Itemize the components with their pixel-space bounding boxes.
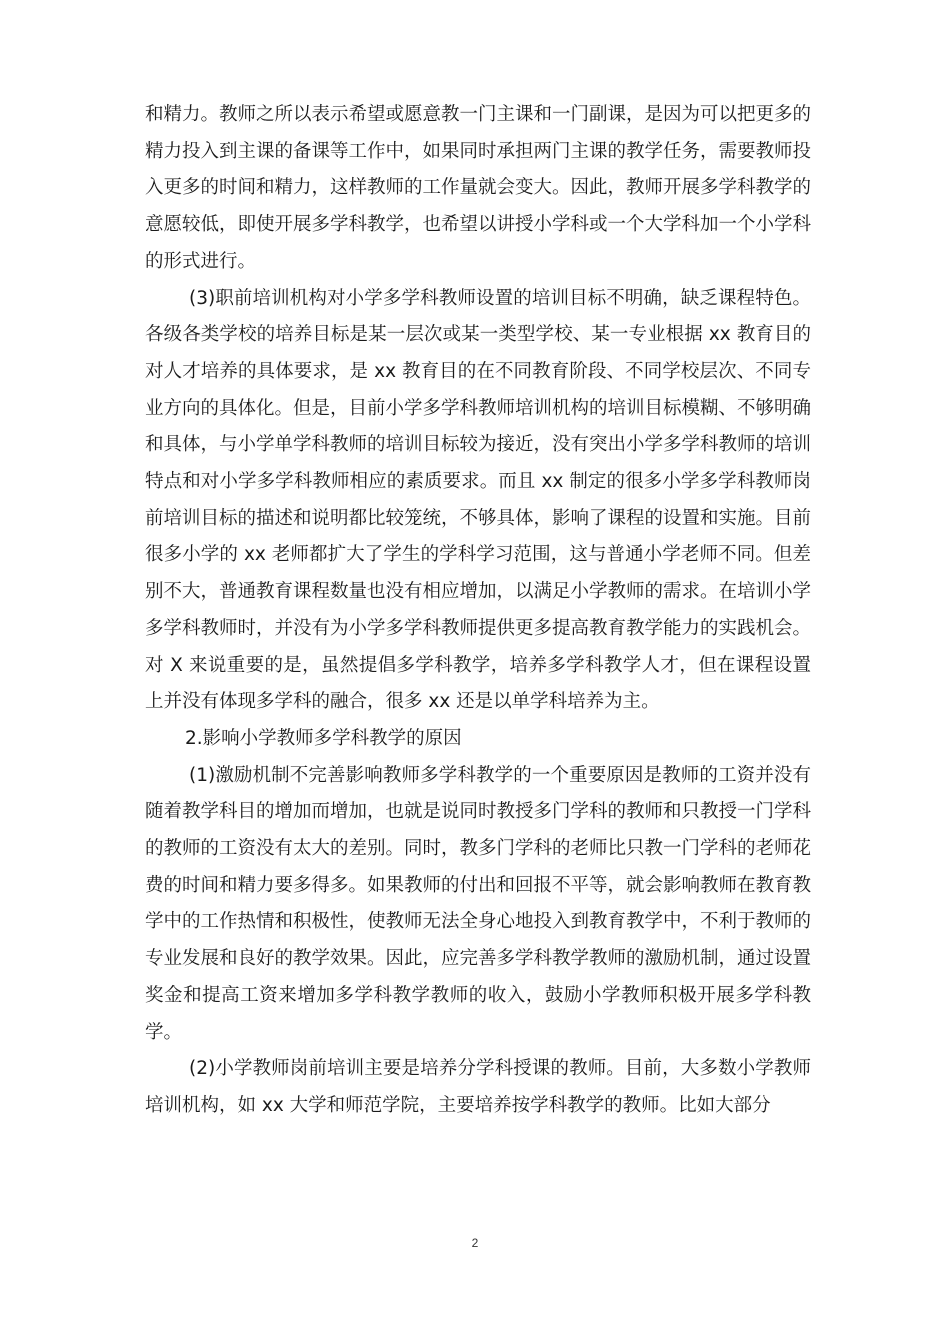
page-number: 2 (471, 1236, 479, 1250)
body-text (145, 97, 811, 1125)
paragraph-continuation: 和精力。教师之所以表示希望或愿意教一门主课和一门副课，是因为可以把更多的精力投入到主课的备课等工作中，如果同时承担两门主课的教学任务，需要教师投入更多的时间和精力，这样教师的工作量就会变大。因此，教师开展多学科教学的意愿较低，即使开展多学科教学，也希望以讲授小学科或一个大学科加一个小学科的形式进行。 (145, 104, 812, 272)
paragraph-preservice-training: (2)小学教师岗前培训主要是培养分学科授课的教师。目前，大多数小学教师培训机构，如 xx 大学和师范学院，主要培养按学科教学的教师。比如大部分 (145, 1058, 811, 1116)
paragraph-training-goals: (3)职前培训机构对小学多学科教师设置的培训目标不明确，缺乏课程特色。各级各类学校的培养目标是某一层次或某一类型学校、某一专业根据 xx 教育目的对人才培养的具体要求，是 xx 教育目的在不同教育阶段、不同学校层次、不同专业方向的具体化。但是，目前小学多学科教师培训机构的培训目标模糊、不够明确和具体，与小学单学科教师的培训目标较为接近，没有突出小学多学科教师的培训特点和对小学多学科教师相应的素质要求。而且 xx 制定的很多小学多学科教师岗前培训目标的描述和说明都比较笼统，不够具体，影响了课程的设置和实施。目前很多小学的 xx 老师都扩大了学生的学科学习范围，这与普通小学老师不同。但差别不大，普通教育课程数量也没有相应增加，以满足小学教师的需求。在培训小学多学科教师时，并没有为小学多学科教师提供更多提高教育教学能力的实践机会。对 X 来说重要的是，虽然提倡多学科教学，培养多学科教学人才，但在课程设置上并没有体现多学科的融合，很多 xx 还是以单学科培养为主。 (145, 287, 812, 713)
paragraph-incentive-mechanism: (1)激励机制不完善影响教师多学科教学的一个重要原因是教师的工资并没有随着教学科目的增加而增加，也就是说同时教授多门学科的教师和只教授一门学科的教师的工资没有太大的差别。同时，教多门学科的老师比只教一门学科的老师花费的时间和精力要多得多。如果教师的付出和回报不平等，就会影响教师在教育教学中的工作热情和积极性，使教师无法全身心地投入到教育教学中，不利于教师的专业发展和良好的教学效果。因此，应完善多学科教学教师的激励机制，通过设置奖金和提高工资来增加多学科教学教师的收入，鼓励小学教师积极开展多学科教学。 (145, 764, 812, 1043)
section-heading: 2.影响小学教师多学科教学的原因 (185, 727, 462, 749)
